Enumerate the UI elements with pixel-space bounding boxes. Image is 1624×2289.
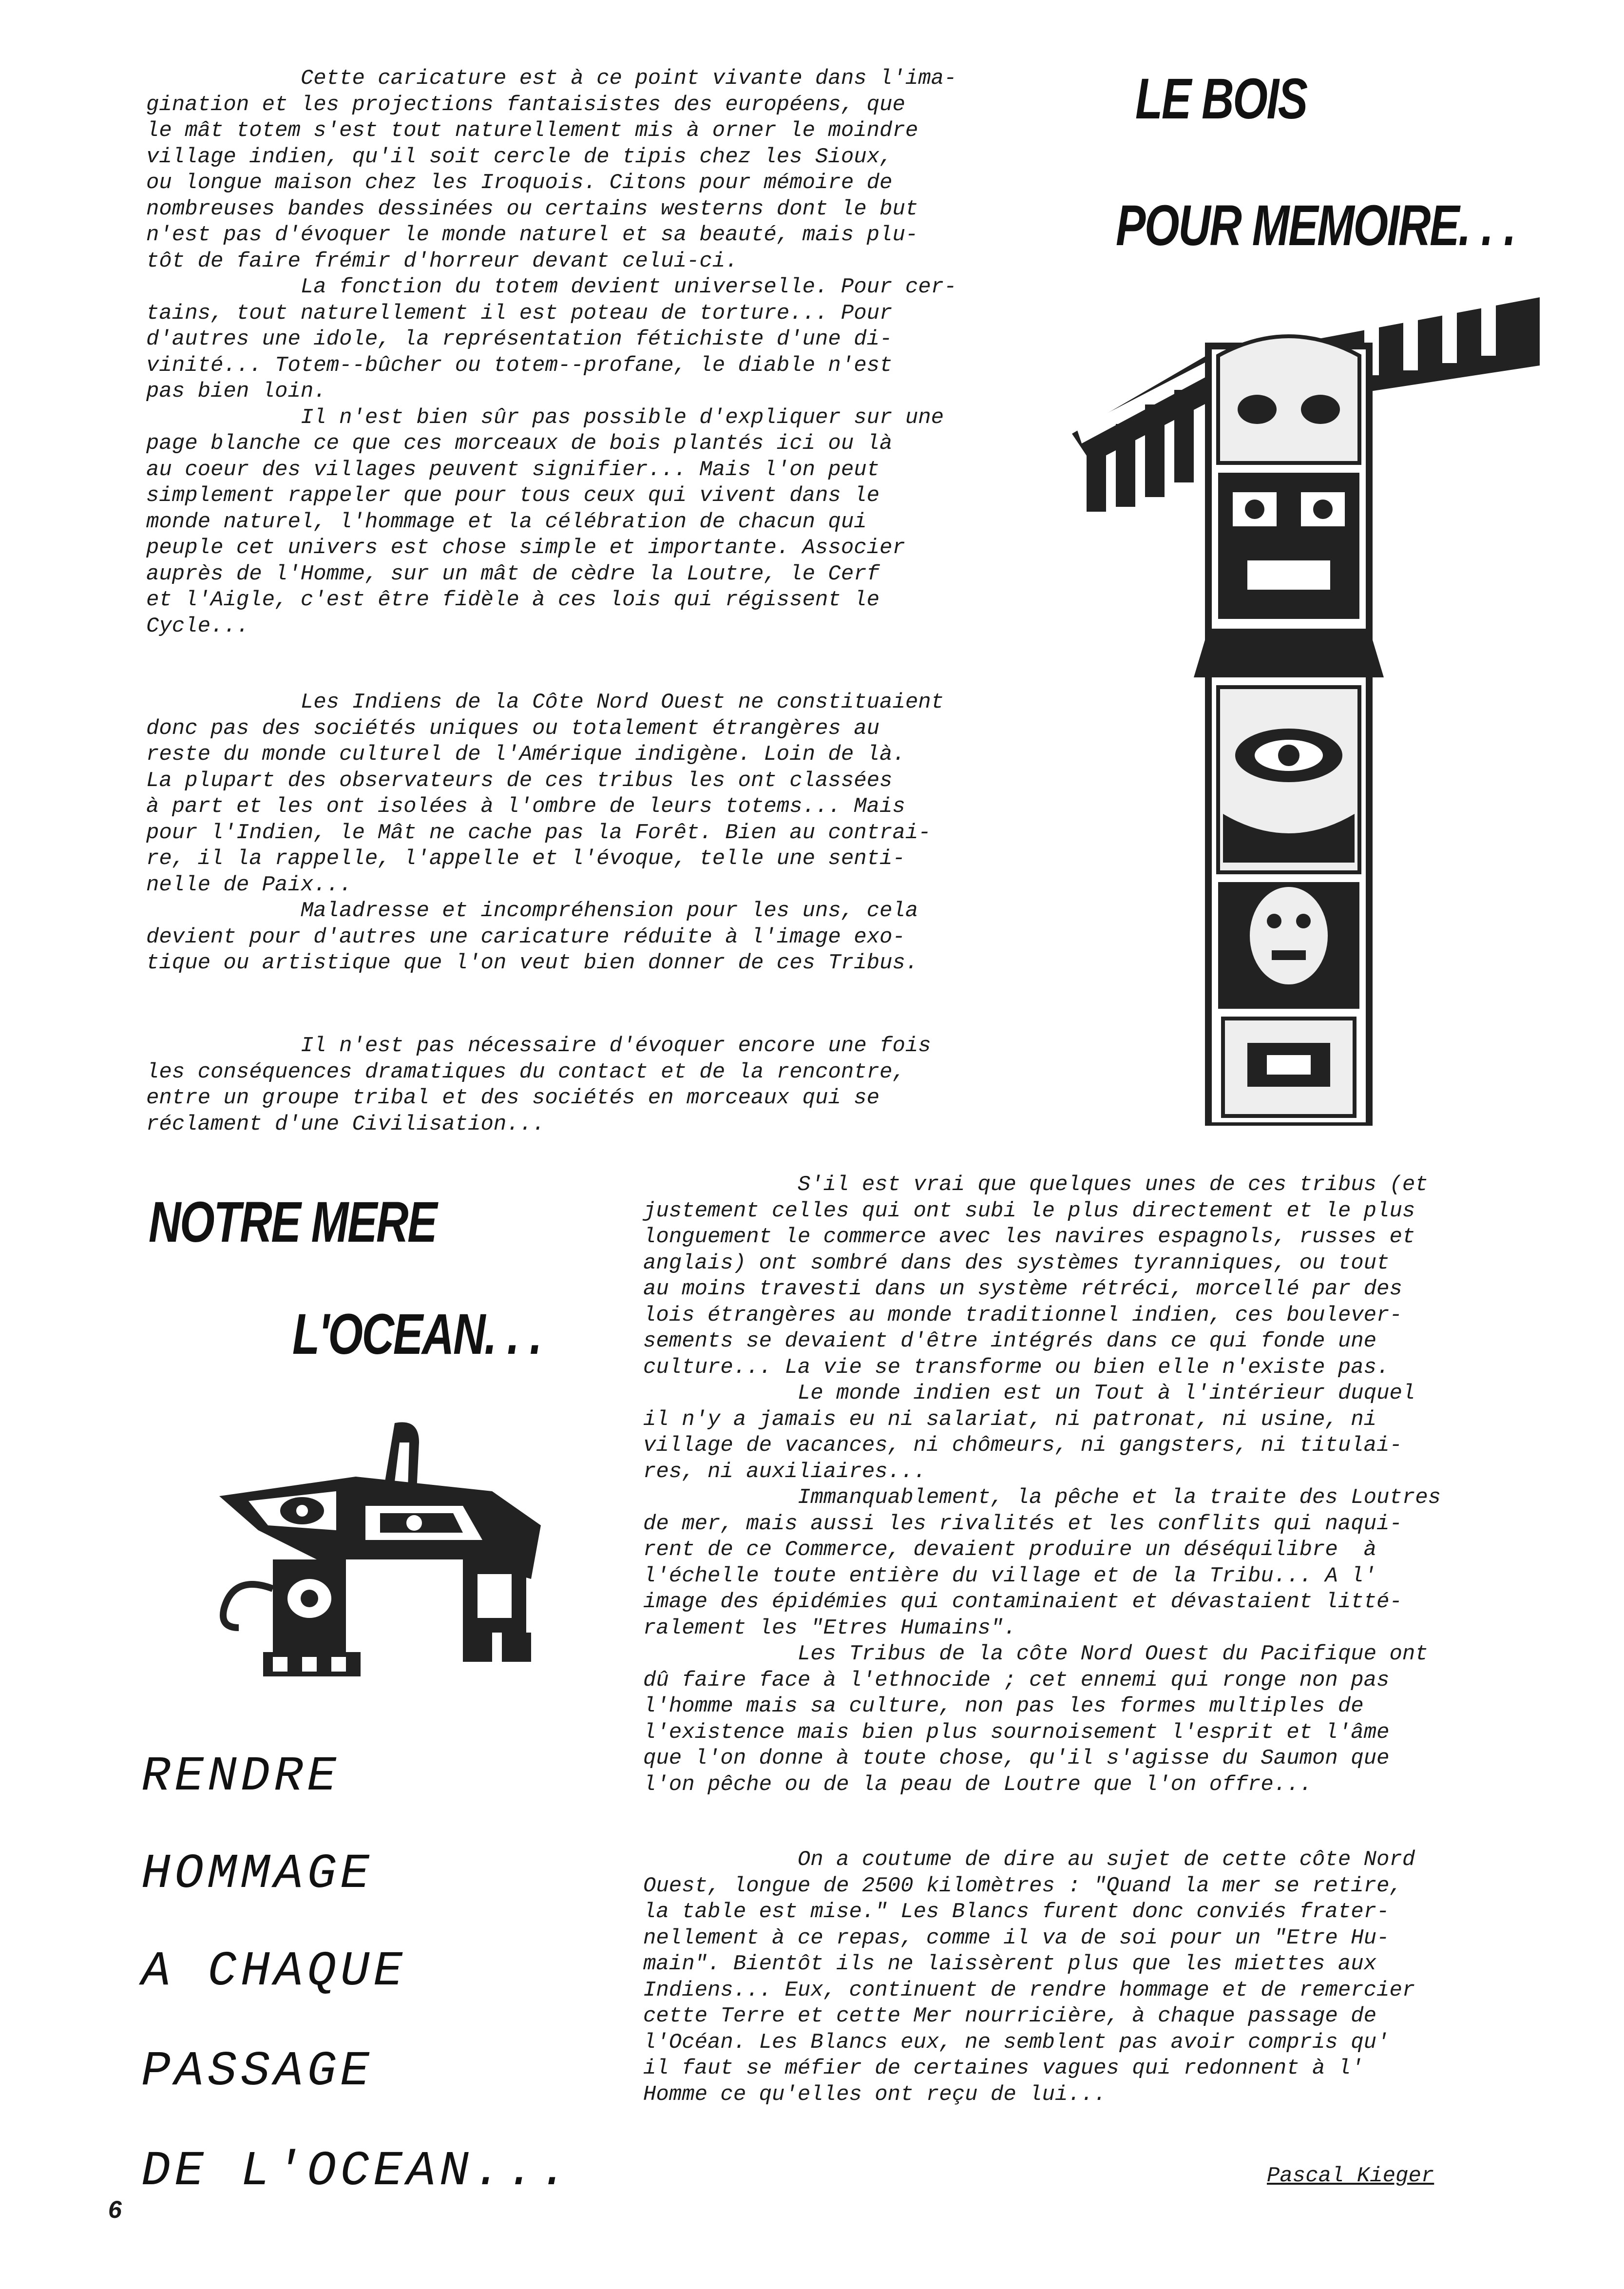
- caption-line-2: HOMMAGE: [141, 1847, 374, 1902]
- article-block-5: [643, 1847, 1415, 2108]
- text-line: Cycle...: [146, 614, 249, 638]
- text-line: gination et les projections fantaisistes des européens, que: [146, 92, 905, 117]
- text-line: dû faire face à l'ethnocide ; cet ennemi qui ronge non pas: [643, 1668, 1390, 1693]
- text-line: Il n'est bien sûr pas possible d'expliquer sur une: [146, 405, 944, 430]
- text-line: village de vacances, ni chômeurs, ni gangsters, ni titulai-: [643, 1433, 1402, 1458]
- heading-l-ocean: L'OCEAN. . .: [292, 1302, 541, 1366]
- caption-line-1: RENDRE: [141, 1750, 341, 1805]
- text-line: Immanquablement, la pêche et la traite des Loutres: [643, 1485, 1441, 1510]
- text-line: n'est pas d'évoquer le monde naturel et sa beauté, mais plu-: [146, 223, 918, 247]
- text-line: culture... La vie se transforme ou bien elle n'existe pas.: [643, 1355, 1390, 1380]
- text-line: pour l'Indien, le Mât ne cache pas la Forêt. Bien au contrai-: [146, 820, 931, 845]
- text-line: nellement à ce repas, comme il va de soi pour un "Etre Hu-: [643, 1925, 1390, 1950]
- text-line: Ouest, longue de 2500 kilomètres : "Quand la mer se retire,: [643, 1873, 1402, 1898]
- text-line: page blanche ce que ces morceaux de bois plantés ici ou là: [146, 431, 893, 456]
- text-line: le mât totem s'est tout naturellement mis à orner le moindre: [146, 118, 918, 143]
- text-line: cette Terre et cette Mer nourricière, à chaque passage de: [643, 2004, 1377, 2028]
- author-signature: Pascal Kieger: [1267, 2164, 1434, 2188]
- text-line: La plupart des observateurs de ces tribus les ont classées: [146, 768, 893, 793]
- caption-line-5: DE L'OCEAN...: [141, 2144, 573, 2199]
- text-line: les conséquences dramatiques du contact et de la rencontre,: [146, 1059, 905, 1084]
- text-line: tôt de faire frémir d'horreur devant celui-ci.: [146, 249, 738, 273]
- text-line: S'il est vrai que quelques unes de ces tribus (et: [643, 1173, 1428, 1197]
- text-line: main". Bientôt ils ne laissèrent plus que les miettes aux: [643, 1952, 1377, 1976]
- text-line: tique ou artistique que l'on veut bien donner de ces Tribus.: [146, 951, 918, 975]
- text-line: Cette caricature est à ce point vivante dans l'ima-: [146, 66, 957, 91]
- text-line: res, ni auxiliaires...: [643, 1459, 926, 1484]
- text-line: que l'on donne à toute chose, qu'il s'agisse du Saumon que: [643, 1746, 1390, 1770]
- text-line: rent de ce Commerce, devaient produire un déséquilibre à: [643, 1538, 1377, 1562]
- text-line: Homme ce qu'elles ont reçu de lui...: [643, 2082, 1107, 2107]
- text-line: sements se devaient d'être intégrés dans ce qui fonde une: [643, 1329, 1377, 1353]
- text-line: donc pas des sociétés uniques ou totalement étrangères au: [146, 716, 880, 741]
- text-line: vinité... Totem--bûcher ou totem--profane, le diable n'est: [146, 353, 893, 378]
- caption-line-4: PASSAGE: [141, 2044, 374, 2099]
- text-line: longuement le commerce avec les navires espagnols, russes et: [643, 1225, 1415, 1249]
- text-line: il n'y a jamais eu ni salariat, ni patronat, ni usine, ni: [643, 1407, 1377, 1432]
- text-line: nombreuses bandes dessinées ou certains westerns dont le but: [146, 196, 918, 221]
- text-line: de mer, mais aussi les rivalités et les conflits qui naqui-: [643, 1511, 1402, 1536]
- text-line: simplement rappeler que pour tous ceux qui vivent dans le: [146, 483, 880, 508]
- text-line: Les Indiens de la Côte Nord Ouest ne constituaient: [146, 690, 944, 714]
- text-line: pas bien loin.: [146, 379, 326, 404]
- text-line: peuple cet univers est chose simple et importante. Associer: [146, 536, 905, 560]
- caption-line-3: A CHAQUE: [141, 1944, 407, 2000]
- text-line: la table est mise." Les Blancs furent donc conviés frater-: [643, 1900, 1390, 1924]
- text-line: Les Tribus de la côte Nord Ouest du Pacifique ont: [643, 1642, 1428, 1666]
- text-line: La fonction du totem devient universelle. Pour cer-: [146, 275, 957, 299]
- text-line: monde naturel, l'hommage et la célébration de chacun qui: [146, 509, 867, 534]
- text-line: image des épidémies qui contaminaient et dévastaient litté-: [643, 1590, 1402, 1614]
- text-line: l'Océan. Les Blancs eux, ne semblent pas avoir compris qu': [643, 2030, 1390, 2055]
- page-number: 6: [108, 2196, 122, 2223]
- text-line: au moins travesti dans un système rétréci, morcellé par des: [643, 1277, 1402, 1301]
- text-line: Il n'est pas nécessaire d'évoquer encore une fois: [146, 1034, 931, 1058]
- text-line: entre un groupe tribal et des sociétés en morceaux qui se: [146, 1086, 880, 1110]
- text-line: devient pour d'autres une caricature réduite à l'image exo-: [146, 924, 905, 949]
- text-line: re, il la rappelle, l'appelle et l'évoque, telle une senti-: [146, 846, 905, 871]
- text-line: l'on pêche ou de la peau de Loutre que l'on offre...: [643, 1772, 1313, 1797]
- text-line: et l'Aigle, c'est être fidèle à ces lois qui régissent le: [146, 588, 880, 612]
- heading-le-bois: LE BOIS: [1135, 67, 1307, 131]
- orca-icon: [190, 1413, 560, 1686]
- text-line: auprès de l'Homme, sur un mât de cèdre la Loutre, le Cerf: [146, 561, 880, 586]
- article-block-3: [146, 1033, 931, 1137]
- text-line: Maladresse et incompréhension pour les uns, cela: [146, 899, 918, 923]
- text-line: nelle de Paix...: [146, 872, 352, 897]
- text-line: Le monde indien est un Tout à l'intérieur duquel: [643, 1381, 1415, 1405]
- text-line: lois étrangères au monde traditionnel indien, ces boulever-: [643, 1303, 1402, 1327]
- text-line: l'homme mais sa culture, non pas les formes multiples de: [643, 1694, 1364, 1718]
- text-line: l'existence mais bien plus sournoisement l'esprit et l'âme: [643, 1720, 1390, 1745]
- text-line: ralement les "Etres Humains".: [643, 1616, 1016, 1640]
- text-line: reste du monde culturel de l'Amérique indigène. Loin de là.: [146, 742, 905, 767]
- totem-pole-icon: [1062, 288, 1540, 1126]
- text-line: tains, tout naturellement il est poteau de torture... Pour: [146, 301, 893, 326]
- text-line: l'échelle toute entière du village et de la Tribu... A l': [643, 1563, 1377, 1588]
- text-line: au coeur des villages peuvent signifier... Mais l'on peut: [146, 457, 880, 482]
- heading-notre-mere: NOTRE MERE: [149, 1190, 437, 1254]
- text-line: réclament d'une Civilisation...: [146, 1112, 545, 1136]
- text-line: à part et les ont isolées à l'ombre de leurs totems... Mais: [146, 794, 905, 819]
- text-line: Indiens... Eux, continuent de rendre hommage et de remercier: [643, 1978, 1415, 2002]
- article-block-1: [146, 66, 956, 639]
- article-block-2: [146, 690, 944, 977]
- text-line: ou longue maison chez les Iroquois. Citons pour mémoire de: [146, 171, 893, 195]
- heading-pour-memoire: POUR MEMOIRE. . .: [1116, 193, 1515, 258]
- text-line: On a coutume de dire au sujet de cette côte Nord: [643, 1847, 1415, 1872]
- text-line: anglais) ont sombré dans des systèmes tyranniques, ou tout: [643, 1250, 1390, 1275]
- article-block-4: [643, 1172, 1441, 1798]
- text-line: d'autres une idole, la représentation fétichiste d'une di-: [146, 327, 893, 351]
- text-line: village indien, qu'il soit cercle de tipis chez les Sioux,: [146, 144, 893, 169]
- text-line: il faut se méfier de certaines vagues qui redonnent à l': [643, 2056, 1364, 2080]
- text-line: justement celles qui ont subi le plus directement et le plus: [643, 1198, 1415, 1223]
